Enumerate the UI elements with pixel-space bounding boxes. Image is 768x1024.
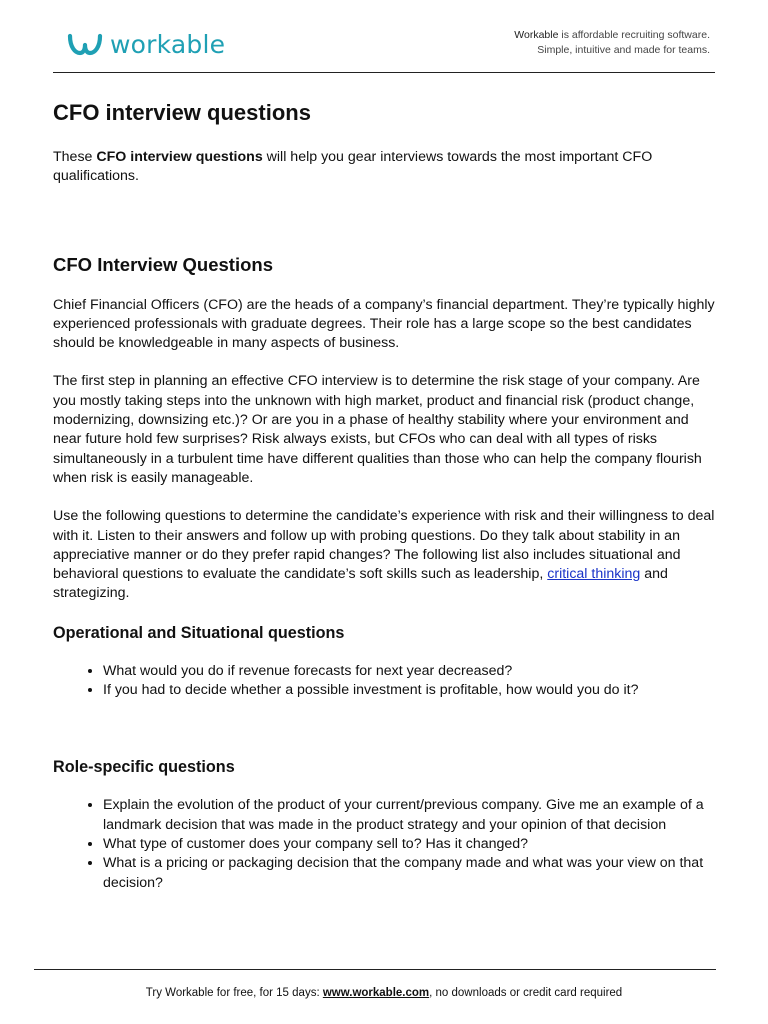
logo-wordmark: workable <box>110 30 226 59</box>
header-divider <box>53 72 715 73</box>
paragraph3-text-after: and strategizing. <box>53 566 668 602</box>
workable-logo-icon <box>66 33 104 57</box>
tagline-line1: is affordable recruiting software. <box>558 29 710 41</box>
footer-text-before: Try Workable for free, for 15 days: <box>145 987 323 999</box>
tagline-line2: Simple, intuitive and made for teams. <box>537 44 710 56</box>
footer-link[interactable]: www.workable.com <box>322 987 430 999</box>
paragraph-using-questions <box>53 507 718 603</box>
footer-text-after: , no downloads or credit card required <box>429 987 623 999</box>
tagline-brand: Workable <box>514 29 559 41</box>
critical-thinking-link[interactable]: critical thinking <box>547 566 641 583</box>
footer-divider <box>34 969 716 970</box>
intro-bold: CFO interview questions <box>96 149 263 165</box>
document-body <box>53 98 718 893</box>
list-item: • If you had to decide whether a possible investment is profitable, how would you do it? <box>103 681 718 700</box>
list-item: • What would you do if revenue forecasts for next year decreased? <box>103 662 718 681</box>
paragraph3-text-before: Use the following questions to determine the candidate’s experience with risk and their willingness to deal with it. Listen to their answers and follow up with probing questions. Do they talk about stability in an appreciative manner or do they prefer rapid changes? The following list also includes situational and behavioral questions to evaluate the candidate’s soft skills such as leadership, <box>53 508 715 583</box>
list-item: • Explain the evolution of the product of your current/previous company. Give me an example of a landmark decision that was made in the product strategy and your opinion of that decision <box>103 796 718 835</box>
workable-logo[interactable] <box>66 29 225 61</box>
intro-paragraph <box>53 148 663 187</box>
page-header <box>0 0 768 74</box>
page-footer <box>0 987 768 999</box>
list-item: • What is a pricing or packaging decision that the company made and what was your view on that decision? <box>103 854 718 893</box>
page-title: CFO interview questions <box>53 100 311 125</box>
paragraph-cfo-role: Chief Financial Officers (CFO) are the heads of a company’s financial department. They’re typically highly experienced professionals with graduate degrees. Their role has a large scope so the best candidates should be knowledgeable in many aspects of business. <box>53 296 715 352</box>
operational-heading: Operational and Situational questions <box>53 623 345 642</box>
section-heading: CFO Interview Questions <box>53 253 273 275</box>
role-specific-questions-list <box>53 796 718 892</box>
header-tagline <box>514 28 710 58</box>
role-specific-heading: Role-specific questions <box>53 758 235 777</box>
intro-text-after: will help you gear interviews towards the most important CFO qualifications. <box>53 149 653 185</box>
operational-questions-list <box>53 662 718 701</box>
intro-text-before: These <box>53 149 97 165</box>
list-item: • What type of customer does your company sell to? Has it changed? <box>103 835 718 854</box>
paragraph-risk-stage: The first step in planning an effective CFO interview is to determine the risk stage of your company. Are you mostly taking steps into the unknown with high market, product and financial risk (product change, modernizing, downsizing etc.)? Or are you in a phase of healthy stability where your environment and near future hold few surprises? Risk always exists, but CFOs who can deal with all types of risks simultaneously in a turbulent time have different qualities than those who can help the company flourish when risk is easily manageable. <box>53 373 702 486</box>
